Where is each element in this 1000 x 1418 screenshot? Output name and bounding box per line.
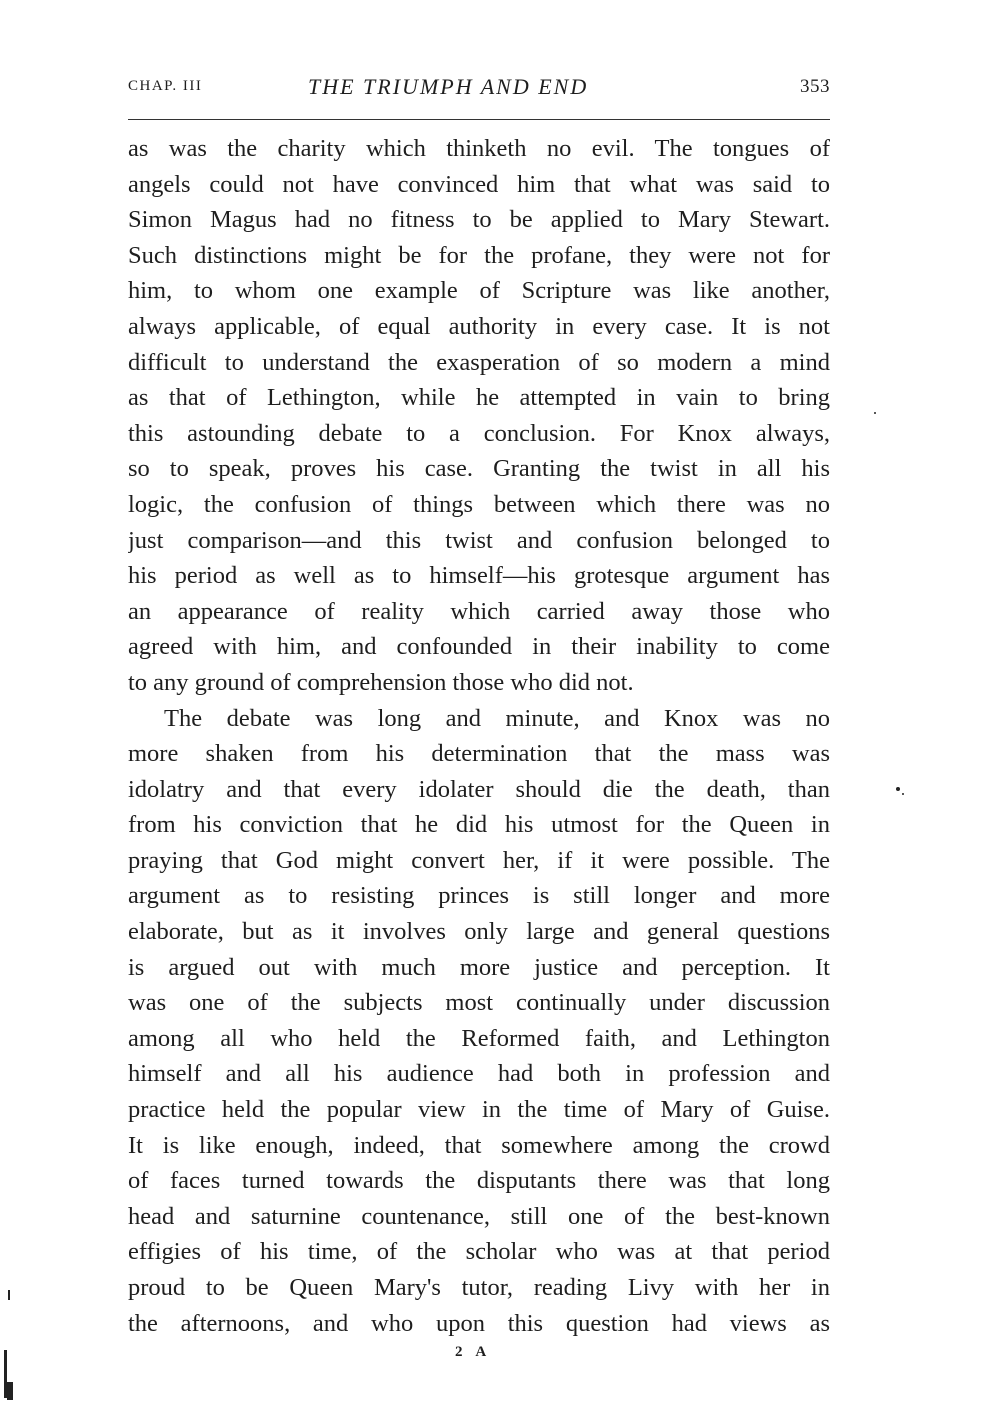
text-line: agreed with him, and confounded in their inability to come xyxy=(128,633,830,661)
text-line: proud to be Queen Mary's tutor, reading Livy with her in xyxy=(128,1274,830,1301)
text-line: so to speak, proves his case. Granting the twist in all his xyxy=(128,455,830,483)
text-line: among all who held the Reformed faith, and Lethington xyxy=(128,1024,830,1052)
text-line: Such distinctions might be for the profane, they were not for xyxy=(128,241,830,269)
text-line: was one of the subjects most continually under discussion xyxy=(128,989,830,1017)
text-line: praying that God might convert her, if it were possible. The xyxy=(128,846,830,874)
text-line: more shaken from his determination that the mass was xyxy=(128,740,830,768)
text-line: an appearance of reality which carried away those who xyxy=(128,597,830,625)
running-header xyxy=(128,74,830,104)
text-line: angels could not have convinced him that what was said to xyxy=(128,170,830,198)
text-line: of faces turned towards the disputants there was that long xyxy=(128,1167,830,1195)
text-line: from his conviction that he did his utmost for the Queen in xyxy=(128,811,830,839)
body-text xyxy=(128,131,830,1341)
scan-speck xyxy=(8,1290,10,1300)
text-line: effigies of his time, of the scholar who was at that period xyxy=(128,1238,830,1266)
text-line: himself and all his audience had both in profession and xyxy=(128,1060,830,1088)
text-line: head and saturnine countenance, still one of the best-known xyxy=(128,1202,830,1230)
text-line: this astounding debate to a conclusion. For Knox always, xyxy=(128,419,830,447)
scan-speck xyxy=(896,787,900,791)
text-line: argument as to resisting princes is still longer and more xyxy=(128,882,830,910)
text-line: practice held the popular view in the time of Mary of Guise. xyxy=(128,1096,830,1124)
text-line: as that of Lethington, while he attempted in vain to bring xyxy=(128,384,830,412)
text-line: always applicable, of equal authority in every case. It is not xyxy=(128,312,830,340)
text-line: him, to whom one example of Scripture was like another, xyxy=(128,277,830,305)
text-line: difficult to understand the exasperation of so modern a mind xyxy=(128,348,830,376)
page-number: 353 xyxy=(800,76,830,97)
text-line: just comparison—and this twist and confusion belonged to xyxy=(128,526,830,554)
text-line: his period as well as to himself—his grotesque argument has xyxy=(128,562,830,590)
text-line: to any ground of comprehension those who did not. xyxy=(128,668,634,696)
text-line: is argued out with much more justice and perception. It xyxy=(128,953,830,981)
text-line: logic, the confusion of things between which there was no xyxy=(128,490,830,518)
text-line: Simon Magus had no fitness to be applied to Mary Stewart. xyxy=(128,206,830,234)
scan-speck xyxy=(874,412,876,414)
chapter-label: CHAP. III xyxy=(128,78,203,94)
text-line: elaborate, but as it involves only large and general questions xyxy=(128,918,830,946)
text-line: The debate was long and minute, and Knox was no xyxy=(164,704,830,732)
text-line: the afternoons, and who upon this question had views as xyxy=(128,1309,830,1337)
signature-mark: 2 A xyxy=(455,1344,492,1360)
scan-speck xyxy=(902,793,904,795)
header-rule xyxy=(128,119,830,120)
text-line: It is like enough, indeed, that somewhere among the crowd xyxy=(128,1131,830,1159)
binding-edge-mark xyxy=(7,1382,13,1400)
running-title: THE TRIUMPH AND END xyxy=(308,74,589,99)
text-line: as was the charity which thinketh no evil. The tongues of xyxy=(128,135,830,162)
text-line: idolatry and that every idolater should die the death, than xyxy=(128,775,830,803)
